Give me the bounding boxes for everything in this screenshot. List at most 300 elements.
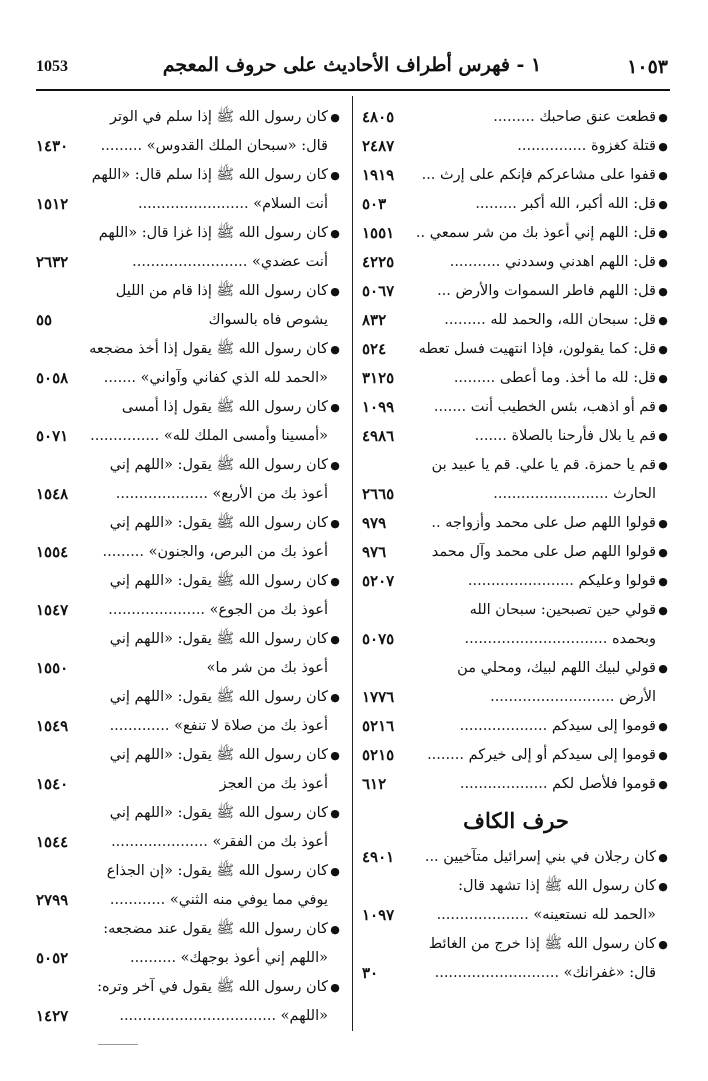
bullet-icon: ● (330, 401, 340, 414)
entry-first-line (36, 915, 342, 944)
index-entry (362, 248, 670, 277)
entry-text-wrap (458, 872, 670, 901)
entry-text-wrap (104, 364, 328, 393)
hadith-number: ٥٢١٥ (362, 746, 395, 764)
entry-text: كان رجلان في بني إسرائيل متآخيين (443, 849, 656, 865)
bullet-icon: ● (658, 314, 668, 327)
bullet-icon: ● (658, 372, 668, 385)
entry-text-wrap (99, 219, 342, 248)
entry-text: كان رسول الله ﷺ إذا قام من الليل (115, 283, 328, 299)
running-title: ١ - فهرس أطراف الأحاديث على حروف المعجم (162, 54, 542, 76)
leader-dots: ........... (449, 254, 501, 270)
entry-first-line (36, 741, 342, 770)
bullet-icon: ● (330, 459, 340, 472)
leader-dots: ....... (433, 399, 467, 415)
leader-dots: ................... (459, 776, 548, 792)
entry-text: أنت عضدي» (252, 254, 328, 270)
bullet-icon: ● (658, 517, 668, 530)
entry-text-wrap (92, 161, 342, 190)
entry-text-wrap (110, 567, 342, 596)
entry-text-wrap (111, 828, 328, 857)
bullet-icon: ● (658, 749, 668, 762)
entry-text-wrap (493, 480, 656, 509)
hadith-number: ١٥٤٨ (36, 485, 69, 503)
bullet-icon: ● (330, 633, 340, 646)
entry-text-wrap (110, 509, 342, 538)
bullet-icon: ● (658, 198, 668, 211)
entry-text: أعوذ بك من البرص، والجنون» (148, 544, 328, 560)
bullet-icon: ● (330, 517, 340, 530)
index-entry (36, 915, 342, 973)
leader-dots: .................................. (119, 1008, 277, 1024)
hadith-number: ١٥٤٠ (36, 775, 69, 793)
entry-continuation-line (36, 538, 342, 567)
entry-text: كان رسول الله ﷺ يقول: «اللهم إني (109, 515, 328, 531)
entry-text-wrap (90, 422, 328, 451)
entry-text: كان رسول الله ﷺ إذا سلم قال: «اللهم (91, 167, 328, 183)
bullet-icon: ● (658, 778, 668, 791)
entry-continuation-line (362, 901, 670, 930)
entry-text-wrap (432, 451, 670, 480)
index-entry (362, 451, 670, 509)
hadith-number: ٥٠٥٨ (36, 369, 69, 387)
entry-text: الحارث (613, 486, 656, 502)
hadith-number: ٥٠٥٢ (36, 949, 69, 967)
entry-continuation-line (36, 364, 342, 393)
entry-text-wrap (425, 843, 670, 872)
entry-continuation-line (36, 1002, 342, 1031)
entry-text: قولوا وعليكم (578, 573, 656, 589)
bullet-icon: ● (330, 227, 340, 240)
header-rule (36, 89, 670, 91)
hadith-number: ٤٩٨٦ (362, 427, 395, 445)
entry-first-line (362, 451, 670, 480)
entry-text: «الحمد لله الذي كفاني وآواني» (140, 370, 328, 386)
hadith-number: ٢٧٩٩ (36, 891, 69, 909)
bullet-icon: ● (658, 546, 668, 559)
hadith-number: ٣١٢٥ (362, 369, 395, 387)
entry-first-line (36, 277, 342, 306)
bullet-icon: ● (330, 691, 340, 704)
leader-dots: ............... (90, 428, 160, 444)
bullet-icon: ● (658, 851, 668, 864)
leader-dots: ............... (517, 138, 587, 154)
entry-first-line (362, 741, 670, 770)
bullet-icon: ● (330, 169, 340, 182)
entry-continuation-line (36, 654, 342, 683)
entry-text: أعوذ بك من صلاة لا تنفع» (174, 718, 328, 734)
entry-text: الأرض (619, 689, 656, 705)
entry-text-wrap (475, 190, 670, 219)
entry-continuation-line (362, 480, 670, 509)
bullet-icon: ● (658, 459, 668, 472)
leader-dots: ............................... (464, 631, 608, 647)
entry-text: كان رسول الله ﷺ يقول إذا أخذ مضجعه (89, 341, 328, 357)
entry-text-wrap (110, 799, 342, 828)
entry-first-line (362, 538, 670, 567)
entry-first-line (36, 161, 342, 190)
entry-first-line (36, 857, 342, 886)
entry-first-line (362, 422, 670, 451)
entry-text-wrap (209, 306, 328, 335)
entry-text-wrap (110, 712, 328, 741)
bullet-icon: ● (658, 430, 668, 443)
bullet-icon: ● (330, 807, 340, 820)
entry-continuation-line (36, 190, 342, 219)
entry-first-line (36, 335, 342, 364)
entry-text-wrap (419, 335, 670, 364)
entry-first-line (36, 451, 342, 480)
entry-text: أعوذ بك من الجوع» (209, 602, 328, 618)
entry-continuation-line (36, 132, 342, 161)
index-entry (36, 741, 342, 799)
leader-dots: ..................... (111, 834, 208, 850)
bullet-icon: ● (658, 256, 668, 269)
entry-first-line (36, 103, 342, 132)
entry-text-wrap (103, 915, 342, 944)
entry-first-line (362, 654, 670, 683)
page-number-latin: 1053 (36, 58, 68, 75)
entry-text-wrap (457, 654, 670, 683)
entry-text-wrap (207, 654, 328, 683)
bullet-icon: ● (658, 343, 668, 356)
entry-text: «الحمد لله نستعينه» (533, 907, 656, 923)
entry-continuation-line (36, 828, 342, 857)
leader-dots: .................... (436, 907, 529, 923)
entry-continuation-line (36, 422, 342, 451)
entry-first-line (362, 872, 670, 901)
index-entry (362, 422, 670, 451)
entry-first-line (36, 625, 342, 654)
entry-text: قم يا بلال فأرحنا بالصلاة (511, 428, 656, 444)
index-entry (362, 538, 670, 567)
entry-continuation-line (36, 944, 342, 973)
index-entry (362, 770, 670, 799)
leader-dots: ....... (103, 370, 137, 386)
index-entry (36, 451, 342, 509)
hadith-number: ٥٠٣ (362, 195, 387, 213)
entry-text: كان رسول الله ﷺ يقول عند مضجعه: (103, 921, 328, 937)
entry-text-wrap (475, 422, 670, 451)
entry-text: قولوا اللهم صل على محمد وأزواجه (445, 515, 656, 531)
hadith-number: ٩٧٦ (362, 543, 387, 561)
entry-first-line (362, 132, 670, 161)
hadith-number: ١٥٤٧ (36, 601, 69, 619)
entry-first-line (36, 683, 342, 712)
bullet-icon: ● (330, 343, 340, 356)
entry-text-wrap (122, 393, 342, 422)
entry-text-wrap (490, 683, 656, 712)
entry-first-line (362, 103, 670, 132)
entry-text-wrap (460, 770, 670, 799)
index-entry (362, 654, 670, 712)
entry-text: قل: الله أكبر، الله أكبر (521, 196, 656, 212)
entry-text-wrap (107, 857, 342, 886)
leader-dots: .................... (115, 486, 208, 502)
index-entry (36, 277, 342, 335)
entry-first-line (362, 161, 670, 190)
entry-first-line (36, 219, 342, 248)
entry-text: كان رسول الله ﷺ إذا تشهد قال: (458, 878, 656, 894)
entry-text-wrap (89, 335, 342, 364)
bullet-icon: ● (330, 111, 340, 124)
bullet-icon: ● (658, 604, 668, 617)
entry-text: قال: «سبحان الملك القدوس» (146, 138, 328, 154)
hadith-number: ٤٩٠١ (362, 848, 395, 866)
bullet-icon: ● (330, 285, 340, 298)
page-number-arabic: ١٠٥٣ (627, 56, 668, 78)
entry-text-wrap (110, 683, 342, 712)
hadith-number: ٥٢١٦ (362, 717, 395, 735)
page-header (36, 52, 668, 86)
index-entry (362, 161, 670, 190)
entry-text-wrap (429, 930, 670, 959)
bullet-icon: ● (330, 981, 340, 994)
entry-continuation-line (36, 886, 342, 915)
entry-first-line (36, 567, 342, 596)
bullet-icon: ● (658, 938, 668, 951)
entry-text: كان رسول الله ﷺ إذا غزا قال: «اللهم (98, 225, 328, 241)
hadith-number: ٥٠٦٧ (362, 282, 395, 300)
hadith-number: ١٥٤٩ (36, 717, 69, 735)
entry-text-wrap (108, 596, 328, 625)
entry-text: كان رسول الله ﷺ يقول في آخر وتره: (97, 979, 328, 995)
entry-text: قتلة كغزوة (591, 138, 656, 154)
hadith-number: ١٠٩٧ (362, 906, 395, 924)
bullet-icon: ● (658, 662, 668, 675)
entry-text-wrap (432, 538, 670, 567)
entry-text-wrap (460, 712, 670, 741)
index-entry (362, 930, 670, 988)
index-entry (36, 683, 342, 741)
entry-text-wrap (468, 567, 670, 596)
hadith-number: ٥٠٧١ (36, 427, 69, 445)
entry-text-wrap (470, 596, 670, 625)
entry-text-wrap (454, 364, 670, 393)
entry-text: كان رسول الله ﷺ يقول: «اللهم إني (109, 457, 328, 473)
entry-text: قل: لله ما أخذ. وما أعطى (499, 370, 656, 386)
hadith-number: ١٧٧٦ (362, 688, 395, 706)
index-entry (36, 393, 342, 451)
entry-text: قم أو اذهب، بئس الخطيب أنت (470, 399, 656, 415)
entry-first-line (362, 712, 670, 741)
entry-text-wrap (434, 393, 670, 422)
index-entry (36, 219, 342, 277)
leader-dots: ......... (493, 109, 535, 125)
entry-first-line (362, 277, 670, 306)
index-entry (362, 335, 670, 364)
entry-text: «أمسينا وأمسى الملك لله» (163, 428, 328, 444)
entry-text: أعوذ بك من شر ما» (206, 660, 328, 676)
bullet-icon: ● (658, 227, 668, 240)
entry-text-wrap (427, 741, 670, 770)
index-entry (362, 277, 670, 306)
entry-text: قال: «غفرانك» (563, 965, 656, 981)
entry-first-line (36, 799, 342, 828)
entry-text-wrap (110, 451, 342, 480)
entry-continuation-line (36, 306, 342, 335)
entry-first-line (36, 509, 342, 538)
entry-text-wrap (422, 161, 670, 190)
entry-text: قم يا حمزة. قم يا علي. قم يا عبيد بن (431, 457, 656, 473)
entry-text-wrap (110, 625, 342, 654)
entry-text-wrap (220, 770, 328, 799)
hadith-number: ١٤٣٠ (36, 137, 69, 155)
hadith-number: ٨٣٢ (362, 311, 387, 329)
bullet-icon: ● (330, 923, 340, 936)
bullet-icon: ● (330, 575, 340, 588)
entry-first-line (362, 190, 670, 219)
entry-text-wrap (431, 509, 670, 538)
index-entry (362, 843, 670, 872)
entry-text: وبحمده (612, 631, 656, 647)
entry-text: كان رسول الله ﷺ إذا سلم في الوتر (109, 109, 328, 125)
entry-text-wrap (101, 132, 328, 161)
bullet-icon: ● (330, 865, 340, 878)
entry-text: كان رسول الله ﷺ يقول: «اللهم إني (109, 631, 328, 647)
hadith-number: ٦١٢ (362, 775, 387, 793)
entry-text-wrap (110, 741, 342, 770)
leader-dots: ... (424, 849, 439, 865)
hadith-number: ١٥٤٤ (36, 833, 69, 851)
hadith-number: ١٥٥٠ (36, 659, 69, 677)
entry-text: كان رسول الله ﷺ يقول: «إن الجذاع (106, 863, 328, 879)
entry-text: قوموا فلأصل لكم (552, 776, 656, 792)
entry-text-wrap (119, 1002, 328, 1031)
bullet-icon: ● (330, 749, 340, 762)
entry-text: أعوذ بك من الفقر» (212, 834, 328, 850)
entry-text: أعوذ بك من الأربع» (212, 486, 328, 502)
index-entry (362, 567, 670, 596)
index-entry (362, 393, 670, 422)
leader-dots: .. (415, 225, 426, 241)
entry-text: «اللهم إني أعوذ بوجهك» (180, 950, 328, 966)
hadith-number: ٤٢٢٥ (362, 253, 395, 271)
entry-text: قفوا على مشاعركم فإنكم على إرث (440, 167, 656, 183)
leader-dots: ............ (109, 892, 166, 908)
entry-text-wrap (103, 538, 328, 567)
hadith-number: ١٩١٩ (362, 166, 395, 184)
entry-text: قولوا اللهم صل على محمد وآل محمد (431, 544, 656, 560)
entry-first-line (362, 364, 670, 393)
entry-text-wrap (435, 959, 656, 988)
entry-text: قل: اللهم فاطر السموات والأرض (455, 283, 656, 299)
bullet-icon: ● (658, 169, 668, 182)
leader-dots: ......... (100, 138, 143, 154)
entry-text-wrap (517, 132, 670, 161)
entry-text: يوفي مما يوفي منه الثني» (169, 892, 328, 908)
entry-text: كان رسول الله ﷺ يقول: «اللهم إني (109, 573, 328, 589)
entry-text-wrap (116, 480, 328, 509)
index-entry (36, 973, 342, 1031)
hadith-number: ٩٧٩ (362, 514, 387, 532)
entry-first-line (362, 335, 670, 364)
index-entry (362, 509, 670, 538)
entry-first-line (362, 567, 670, 596)
entry-continuation-line (36, 596, 342, 625)
leader-dots: ... (421, 167, 436, 183)
entry-text-wrap (132, 248, 328, 277)
index-entry (362, 596, 670, 654)
entry-first-line (36, 973, 342, 1002)
entry-text-wrap (493, 103, 670, 132)
leader-dots: ....................... (467, 573, 574, 589)
hadith-number: ٤٨٠٥ (362, 108, 395, 126)
leader-dots: ........ (427, 747, 464, 763)
entry-text: قطعت عنق صاحبك (539, 109, 656, 125)
entry-text: أعوذ بك من العجز (219, 776, 328, 792)
index-entry (362, 741, 670, 770)
entry-text: قوموا إلى سيدكم (551, 718, 656, 734)
entry-text: قل: كما يقولون، فإذا انتهيت فسل تعطه (418, 341, 656, 357)
entry-text-wrap (138, 190, 328, 219)
hadith-number: ٥٠٧٥ (362, 630, 395, 648)
entry-text-wrap (437, 277, 670, 306)
hadith-number: ٣٠ (362, 964, 379, 982)
hadith-number: ٢٦٦٥ (362, 485, 395, 503)
hadith-number: ١٥٥١ (362, 224, 395, 242)
right-column (362, 103, 670, 988)
entry-first-line (36, 393, 342, 422)
bullet-icon: ● (658, 880, 668, 893)
leader-dots: ......... (102, 544, 145, 560)
section-heading: حرف الكاف (463, 808, 569, 833)
entry-text-wrap (450, 248, 670, 277)
leader-dots: ....... (474, 428, 507, 444)
entry-text: كان رسول الله ﷺ يقول إذا أمسى (121, 399, 328, 415)
entry-text: كان رسول الله ﷺ إذا خرج من الغائط (428, 936, 656, 952)
entry-first-line (362, 306, 670, 335)
hadith-number: ٥٢٤ (362, 340, 387, 358)
leader-dots: ................... (459, 718, 548, 734)
hadith-number: ٢٦٣٢ (36, 253, 69, 271)
index-entry (36, 509, 342, 567)
leader-dots: .......... (129, 950, 177, 966)
entry-first-line (362, 509, 670, 538)
leader-dots: ........................ (137, 196, 249, 212)
entry-first-line (362, 930, 670, 959)
leader-dots: ........................... (434, 965, 560, 981)
entry-continuation-line (36, 248, 342, 277)
hadith-number: ١٥١٢ (36, 195, 69, 213)
entry-continuation-line (362, 959, 670, 988)
index-entry (362, 103, 670, 132)
index-entry (36, 857, 342, 915)
left-column (36, 103, 342, 1031)
bullet-icon: ● (658, 285, 668, 298)
leader-dots: ........................... (490, 689, 615, 705)
page-mark (98, 1044, 138, 1045)
entry-text: قل: اللهم إني أعوذ بك من شر سمعي (429, 225, 656, 241)
index-entry (36, 567, 342, 625)
entry-continuation-line (36, 712, 342, 741)
hadith-number: ١٠٩٩ (362, 398, 395, 416)
entry-text-wrap (110, 103, 342, 132)
index-entry (362, 872, 670, 930)
column-divider (352, 96, 353, 1031)
hadith-number: ٥٥ (36, 311, 53, 329)
entry-text-wrap (130, 944, 328, 973)
entry-first-line (362, 596, 670, 625)
entry-text-wrap (97, 973, 342, 1002)
entry-text: قولي لبيك اللهم لبيك، ومحلي من (457, 660, 656, 676)
entry-text-wrap (416, 219, 670, 248)
bullet-icon: ● (658, 575, 668, 588)
hadith-number: ٢٤٨٧ (362, 137, 395, 155)
entry-text: يشوص فاه بالسواك (208, 312, 328, 328)
index-entry (362, 364, 670, 393)
entry-text-wrap (465, 625, 657, 654)
